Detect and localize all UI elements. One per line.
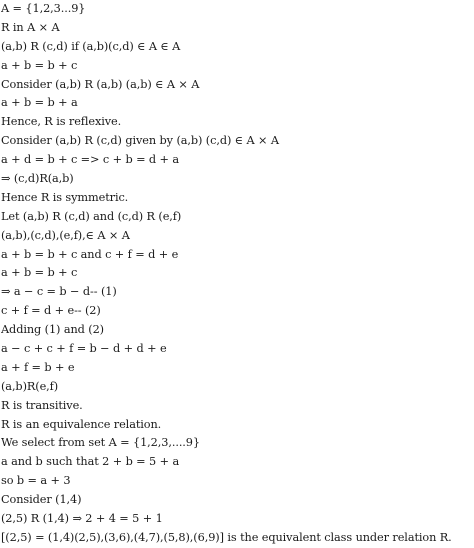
line-26: so b = a + 3 xyxy=(1,474,71,488)
line-12: Let (a,b) R (c,d) and (c,d) R (e,f) xyxy=(1,209,182,223)
line-2: R in A × A xyxy=(1,20,60,34)
line-19: a − c + c + f = b − d + d + e xyxy=(1,342,167,356)
line-18: Adding (1) and (2) xyxy=(1,323,104,337)
line-20: a + f = b + e xyxy=(1,360,75,374)
line-17: c + f = d + e-- (2) xyxy=(1,304,101,318)
line-1: A = {1,2,3...9} xyxy=(1,2,86,15)
line-16: ⇒ a − c = b − d-- (1) xyxy=(1,285,117,299)
line-15: a + b = b + c xyxy=(1,266,78,280)
line-9: a + d = b + c => c + b = d + a xyxy=(1,153,180,167)
line-29: [(2,5) = (1,4)(2,5),(3,6),(4,7),(5,8),(6,9)] is the equivalent class under relation R. xyxy=(1,530,452,544)
line-27: Consider (1,4) xyxy=(1,493,82,507)
line-7: Hence, R is reflexive. xyxy=(1,115,122,129)
line-25: a and b such that 2 + b = 5 + a xyxy=(1,455,180,469)
line-22: R is transitive. xyxy=(1,398,83,412)
line-8: Consider (a,b) R (c,d) given by (a,b) (c,d) ∈ A × A xyxy=(1,134,279,148)
line-10: ⇒ (c,d)R(a,b) xyxy=(1,172,74,186)
line-5: Consider (a,b) R (a,b) (a,b) ∈ A × A xyxy=(1,77,200,91)
line-3: (a,b) R (c,d) if (a,b)(c,d) ∈ A ∈ A xyxy=(1,39,181,53)
line-6: a + b = b + a xyxy=(1,96,78,110)
line-13: (a,b),(c,d),(e,f),∈ A × A xyxy=(1,228,130,242)
line-24: We select from set A = {1,2,3,....9} xyxy=(1,436,200,450)
line-4: a + b = b + c xyxy=(1,58,78,72)
line-14: a + b = b + c and c + f = d + e xyxy=(1,247,179,261)
line-21: (a,b)R(e,f) xyxy=(1,379,59,393)
line-11: Hence R is symmetric. xyxy=(1,190,129,204)
line-23: R is an equivalence relation. xyxy=(1,417,162,431)
line-28: (2,5) R (1,4) ⇒ 2 + 4 = 5 + 1 xyxy=(1,512,163,526)
